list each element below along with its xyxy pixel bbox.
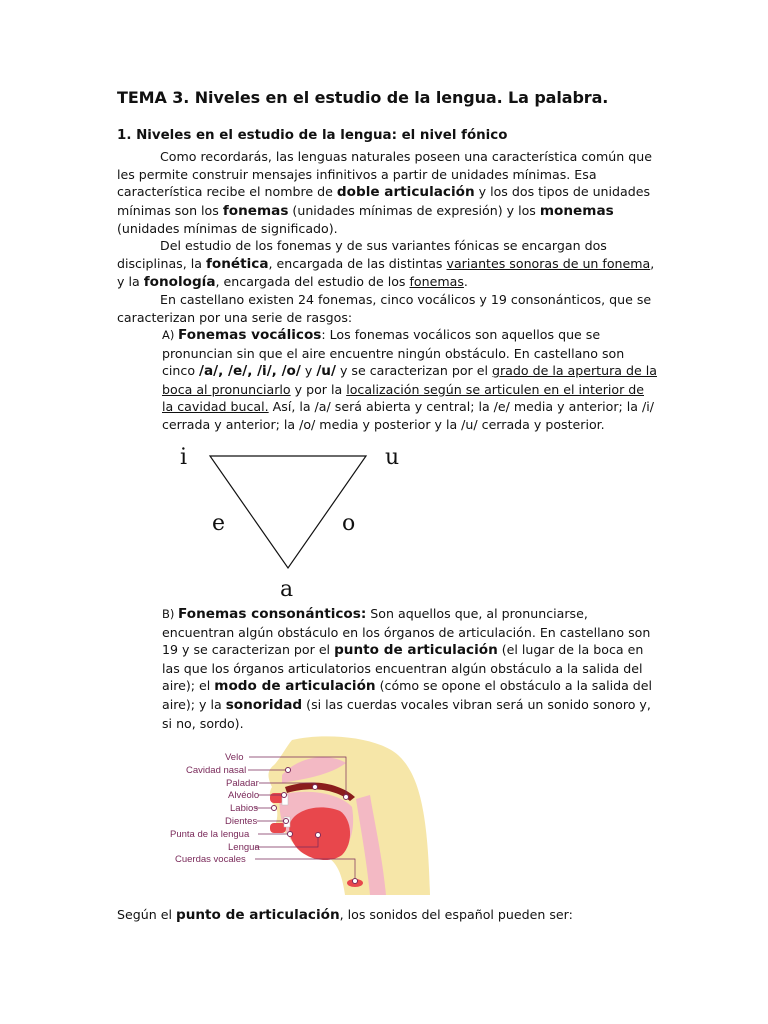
label-alveolo: Alvéolo (228, 790, 260, 801)
text-run: (cómo se opone el obstáculo a la salida del aire); y la (162, 678, 653, 712)
label-paladar: Paladar (226, 778, 259, 789)
text-run: Según el (117, 907, 176, 922)
lower-lip-shape (270, 823, 286, 833)
text-run: (si las cuerdas vocales vibran será un sonido sonoro y, si no, sordo). (162, 696, 651, 731)
text-run: , los sonidos del español pueden ser: (339, 907, 573, 922)
text-run: (unidades mínimas de expresión) y los (288, 202, 540, 218)
term-sonoridad: sonoridad (225, 696, 303, 713)
paragraph-24-fonemas: En castellano existen 24 fonemas, cinco vocálicos y 19 consonánticos, que se caracterizan por una serie de rasgos: (117, 292, 652, 325)
label-punta-lengua: Punta de la lengua (170, 829, 250, 840)
label-cuerdas-vocales: Cuerdas vocales (175, 854, 246, 865)
text-run: Así, la /a/ será abierta y central; la /e/ media y anterior; la /i/ cerrada y anterior; la /o/ media y posterior y la /u/ cerrada y posterior. (162, 399, 654, 432)
vowel-a-label: a (280, 577, 294, 600)
paragraph-fonetica-fonologia (117, 237, 657, 292)
term-fonemas: fonemas (222, 202, 289, 219)
text-run: (el lugar de la boca en las que los órganos articulatorios encuentran algún obstáculo a la salida del aire); el (162, 642, 644, 694)
term-fonologia: fonología (143, 274, 216, 291)
underlined-localizacion: localización según se articulen en el interior de la cavidad bucal. (162, 381, 644, 415)
term-doble-articulacion: doble articulación (336, 184, 475, 201)
document-title: TEMA 3. Niveles en el estudio de la lengua. La palabra. (117, 88, 609, 107)
list-letter-b: B) (162, 607, 179, 621)
text-run: y por la (290, 381, 347, 397)
underlined-apertura: grado de la apertura de la boca al pronunciarlo (162, 363, 657, 397)
vowel-i-label: i (180, 445, 188, 470)
text-run: y se caracterizan por el (335, 363, 492, 379)
text-run: (unidades mínimas de significado). (117, 221, 338, 237)
text-run: : Los fonemas vocálicos son aquellos que se pronuncian sin que el aire encuentre ningún obstáculo. En castellano son cinco (162, 327, 625, 379)
vowel-u-label: u (385, 445, 400, 470)
list-letter-a: A) (162, 328, 179, 342)
text-run: , encargada de las distintas (268, 255, 447, 271)
paragraph-doble-articulacion (117, 148, 657, 238)
vowel-u: /u/ (316, 363, 336, 380)
term-fonemas-vocalicos: Fonemas vocálicos (178, 327, 322, 343)
text-run: , y la (117, 255, 655, 290)
text-run: Del estudio de los fonemas y de sus variantes fónicas se encargan dos disciplinas, la (117, 238, 607, 271)
text-run: y (300, 363, 317, 379)
paragraph-fonemas-consonanticos (162, 605, 657, 732)
term-punto-articulacion-2: punto de articulación (175, 907, 340, 923)
section-heading: 1. Niveles en el estudio de la lengua: el nivel fónico (117, 128, 508, 143)
articulation-organs-diagram (170, 735, 440, 895)
term-fonetica: fonética (205, 255, 269, 272)
label-labios: Labios (230, 803, 258, 814)
label-cavidad-nasal: Cavidad nasal (186, 765, 247, 776)
paragraph-fonemas-vocalicos (162, 326, 657, 434)
vowel-triangle (170, 440, 440, 600)
term-modo-articulacion: modo de articulación (214, 678, 376, 695)
term-punto-articulacion: punto de articulación (334, 642, 498, 659)
label-lengua: Lengua (228, 842, 260, 853)
text-run: . (463, 274, 468, 290)
underlined-variantes: variantes sonoras de un fonema (446, 255, 651, 271)
text-run: Son aquellos que, al pronunciarse, encuentran algún obstáculo en los órganos de articulación. En castellano son 19 y se caracterizan por el (162, 606, 651, 658)
text-run: , encargada del estudio de los (215, 274, 410, 290)
paragraph-punto-articulacion (117, 906, 657, 925)
vowel-e-label: e (212, 511, 226, 536)
underlined-fonemas: fonemas (409, 274, 464, 290)
vowel-o-label: o (342, 511, 356, 536)
term-fonemas-consonanticos: Fonemas consonánticos: (178, 606, 367, 622)
term-monemas: monemas (539, 202, 614, 219)
text-run: y los dos tipos de unidades mínimas son los (117, 184, 651, 218)
vowel-list: /a/, /e/, /i/, /o/ (199, 363, 301, 380)
text-run: Como recordarás, las lenguas naturales poseen una característica común que les permite construir mensajes infinitivos a partir de unidades mínimas. Esa característica recibe el nombre de (117, 149, 652, 200)
label-dientes: Dientes (225, 816, 258, 827)
label-velo: Velo (225, 752, 244, 763)
diagram-label-group (170, 752, 260, 865)
